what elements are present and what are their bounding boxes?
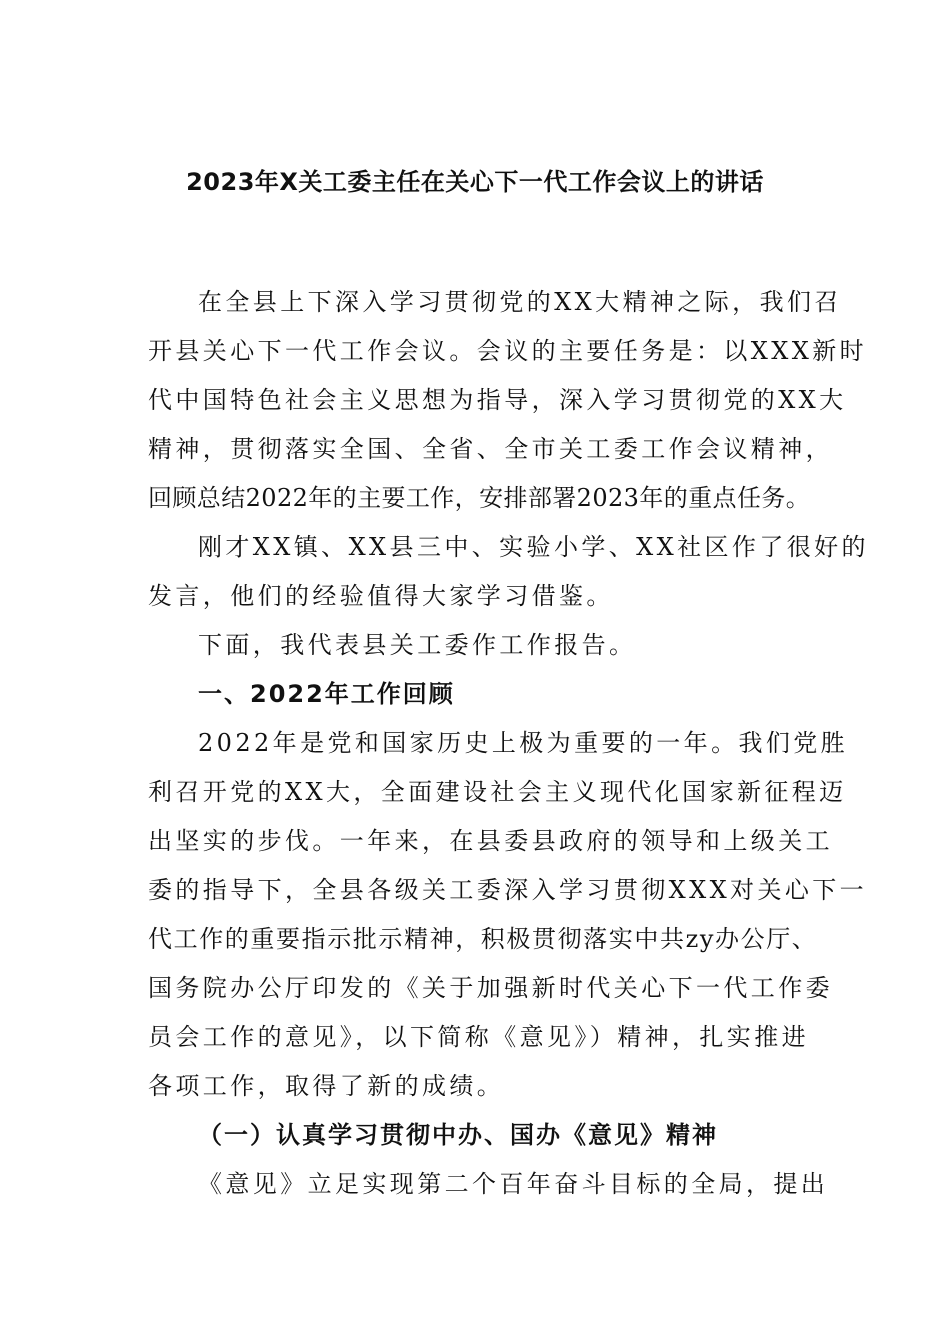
paragraph-line: 下面，我代表县关工委作工作报告。 <box>198 631 637 659</box>
paragraph-line: 2022年是党和国家历史上极为重要的一年。我们党胜 <box>198 729 849 757</box>
paragraph-line: 《意见》立足实现第二个百年奋斗目标的全局，提出 <box>198 1170 829 1198</box>
paragraph-line: 代中国特色社会主义思想为指导，深入学习贯彻党的XX大 <box>148 386 847 414</box>
paragraph-line: 利召开党的XX大，全面建设社会主义现代化国家新征程迈 <box>148 778 847 806</box>
paragraph-line: 国务院办公厅印发的《关于加强新时代关心下一代工作委 <box>148 974 833 1002</box>
section-heading: 一、2022年工作回顾 <box>198 680 455 708</box>
subsection-heading: （一）认真学习贯彻中办、国办《意见》精神 <box>198 1121 718 1149</box>
paragraph-line: 回顾总结2022年的主要工作，安排部署2023年的重点任务。 <box>148 484 811 512</box>
paragraph-line: 刚才XX镇、XX县三中、实验小学、XX社区作了很好的 <box>198 533 869 561</box>
paragraph-line: 代工作的重要指示批示精神，积极贯彻落实中共zy办公厅、 <box>148 925 818 953</box>
paragraph-line: 出坚实的步伐。一年来，在县委县政府的领导和上级关工 <box>148 827 833 855</box>
paragraph-line: 开县关心下一代工作会议。会议的主要任务是：以XXX新时 <box>148 337 868 365</box>
paragraph-line: 精神，贯彻落实全国、全省、全市关工委工作会议精神， <box>148 435 833 463</box>
paragraph-line: 委的指导下，全县各级关工委深入学习贯彻XXX对关心下一 <box>148 876 868 904</box>
paragraph-line: 发言，他们的经验值得大家学习借鉴。 <box>148 582 614 610</box>
paragraph-line: 在全县上下深入学习贯彻党的XX大精神之际，我们召 <box>198 288 842 316</box>
paragraph-line: 各项工作，取得了新的成绩。 <box>148 1072 505 1100</box>
paragraph-line: 员会工作的意见》，以下简称《意见》）精神，扎实推进 <box>148 1023 809 1051</box>
document-body <box>148 278 869 1209</box>
document-title: 2023年X关工委主任在关心下一代工作会议上的讲话 <box>186 168 764 196</box>
